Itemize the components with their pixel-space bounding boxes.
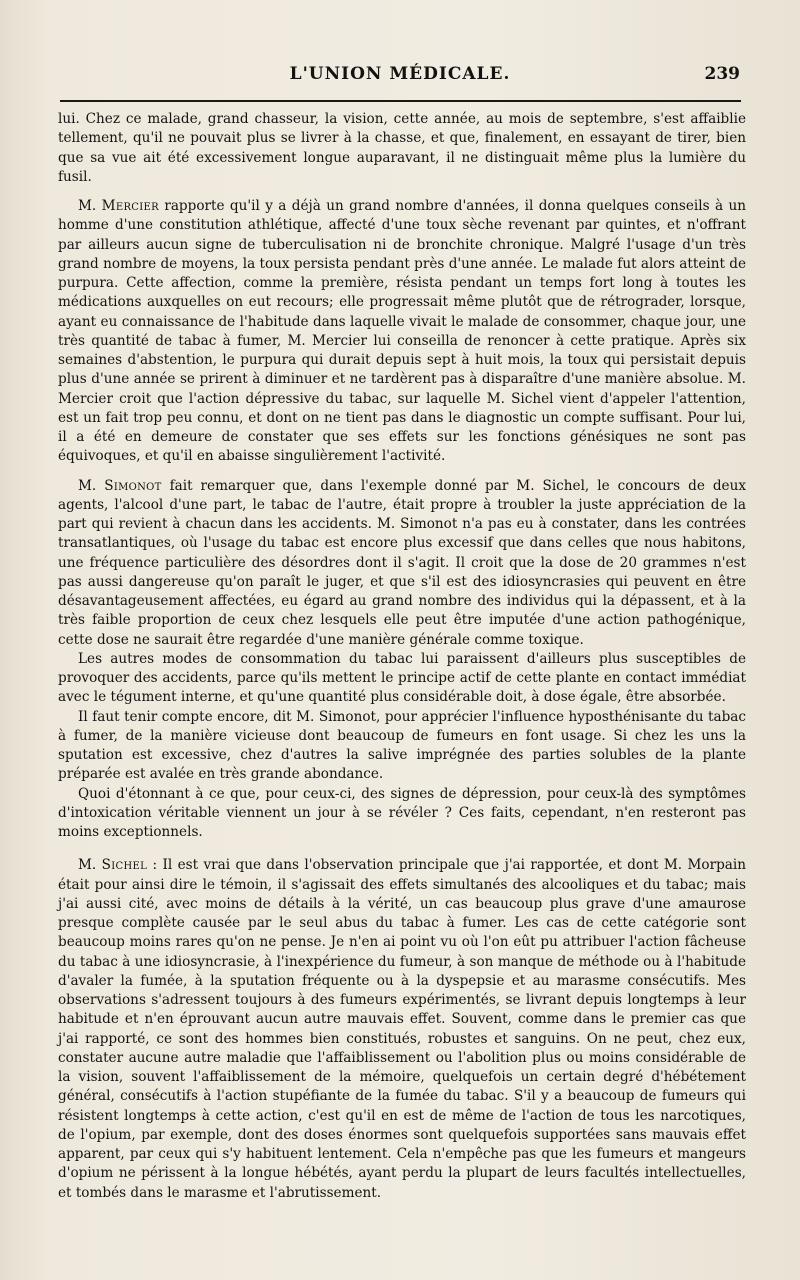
article-body: [58, 110, 746, 1203]
speaker-name-sichel: Sichel: [101, 857, 148, 874]
speaker-name-mercier: Mercier: [101, 198, 159, 214]
paragraph-simonot: [58, 477, 746, 650]
paragraph-mercier: [58, 197, 746, 467]
paragraph-text: : Il est vrai que dans l'observation principale que j'ai rapportée, et dont M. Morpain était pour ainsi dire le témoin, il s'agissait des effets simultanés des alcooliques et du tabac; mais j'ai aussi cité, avec moins de détails à la vérité, un cas beaucoup plus grave d'une amaurose presque complète causée par le seul abus du tabac à fumer. Les cas de cette catégorie sont beaucoup moins rares qu'on ne pense. Je n'en ai point vu où l'on eût pu attribuer l'action fâcheuse du tabac à une idiosyncrasie, à l'inexpérience du fumeur, à son manque de méthode ou à l'habitude d'avaler la fumée, à la sputation fréquente ou à la dyspepsie et au marasme consécutifs. Mes observations s'adressent toujours à des fumeurs expérimentés, se livrant depuis longtemps à leur habitude et n'en éprouvant aucun autre mauvais effet. Souvent, comme dans le premier cas que j'ai rapporté, ce sont des hommes bien constitués, robustes et sanguins. On ne peut, chez eux, constater aucune autre maladie que l'affaiblissement ou l'abolition plus ou moins considérable de la vision, souvent l'affaiblissement de la mémoire, quelquefois un certain degré d'hébétement général, consécutifs à l'action stupéfiante de la fumée du tabac. S'il y a beaucoup de fumeurs qui résistent longtemps à cette action, c'est qu'il en est de même de l'action de tous les narcotiques, de l'opium, par exemple, dont des doses énormes sont quelquefois supportées sans mauvais effet apparent, par ceux qui s'y habituent lentement. Cela n'empêche pas que les fumeurs et mangeurs d'opium ne périssent à la longue hébétés, ayant perdu la plupart de leurs facultés intellectuelles, et tombés dans le marasme et l'abrutissement.: [58, 857, 746, 1201]
speaker-prefix: M.: [78, 198, 102, 214]
page-header: [60, 56, 740, 96]
paragraph-continuation: [58, 110, 746, 187]
header-rule: [60, 100, 741, 102]
page-number: 239: [704, 64, 740, 84]
speaker-prefix: M.: [78, 857, 102, 874]
paragraph-depression-signs: [58, 785, 746, 843]
paragraph-text: fait remarquer que, dans l'exemple donné par M. Sichel, le concours de deux agents, l'alcool d'une part, le tabac de l'autre, était propre à troubler la juste appréciation de la part qui revient à chacun dans les accidents. M. Simonot n'a pas eu à constater, dans les contrées transatlantiques, où l'usage du tabac est encore plus excessif que dans celles que nous habitons, une fréquence particulière des désordres dont il s'agit. Il croit que la dose de 20 grammes n'est pas aussi dangereuse qu'on paraît le juger, et que s'il est des idiosyncrasies qui peuvent en être désavantageusement affectées, eu égard au grand nombre des individus qui la dépassent, et à la très faible proportion de ceux chez lesquels elle peut être imputée d'une action pathogénique, cette dose ne saurait être regardée d'une manière générale comme toxique.: [58, 477, 747, 648]
paragraph-text: Les autres modes de consommation du tabac lui paraissent d'ailleurs plus susceptibles de provoquer des accidents, parce qu'ils mettent le principe actif de cette plante en contact immédiat avec le tégument interne, et qu'une quantité plus considérable doit, à dose égale, être absorbée.: [58, 650, 746, 706]
speaker-name-simonot: Simonot: [104, 477, 162, 494]
paragraph-smoking-habits: [58, 708, 746, 785]
paragraph-sichel: [58, 856, 746, 1203]
speaker-prefix: M.: [78, 477, 105, 494]
paragraph-text: Quoi d'étonnant à ce que, pour ceux-ci, des signes de dépression, pour ceux-là des symptômes d'intoxication véritable viennent un jour à se révéler ? Ces faits, cependant, n'en resteront pas moins exceptionnels.: [58, 785, 746, 840]
running-title: L'UNION MÉDICALE.: [289, 64, 511, 84]
paragraph-text: rapporte qu'il y a déjà un grand nombre d'années, il donna quelques conseils à un homme d'une constitution athlétique, affecté d'une toux sèche revenant par quintes, et n'offrant par ailleurs aucun signe de tuberculisation ni de bronchite chronique. Malgré l'usage d'un très grand nombre de moyens, la toux persista pendant près d'une année. Le malade fut alors atteint de purpura. Cette affection, comme la première, résista pendant un temps fort long à toutes les médications auxquelles on eut recours; elle progressait même plutôt que de rétrograder, lorsque, ayant eu connaissance de l'habitude dans laquelle vivait le malade de consommer, chaque jour, une très quantité de tabac à fumer, M. Mercier lui conseilla de renoncer à cette pratique. Après six semaines d'abstention, le purpura qui durait depuis sept à huit mois, la toux qui persistait depuis plus d'une année se prirent à diminuer et ne tardèrent pas à disparaître d'une manière absolue. M. Mercier croit que l'action dépressive du tabac, sur laquelle M. Sichel vient d'appeler l'attention, est un fait trop peu connu, et dont on ne tient pas dans le diagnostic un compte suffisant. Pour lui, il a été en demeure de constater que ses effets sur les fonctions génésiques ne sont pas équivoques, et qu'il en abaisse singulièrement l'activité.: [58, 198, 746, 465]
paragraph-consumption-modes: [58, 650, 746, 708]
paragraph-text: Il faut tenir compte encore, dit M. Simonot, pour apprécier l'influence hyposthénisante du tabac à fumer, de la manière vicieuse dont beaucoup de fumeurs en font usage. Si chez les uns la sputation est excessive, chez d'autres la salive imprégnée des parties solubles de la plante préparée est avalée en très grande abondance.: [58, 708, 746, 783]
paragraph-text: lui. Chez ce malade, grand chasseur, la vision, cette année, au mois de septembre, s'est affaiblie tellement, qu'il ne pouvait plus se livrer à la chasse, et que, finalement, en essayant de tirer, bien que sa vue ait été excessivement longue auparavant, il ne distinguait même plus la lumière du fusil.: [58, 111, 746, 185]
